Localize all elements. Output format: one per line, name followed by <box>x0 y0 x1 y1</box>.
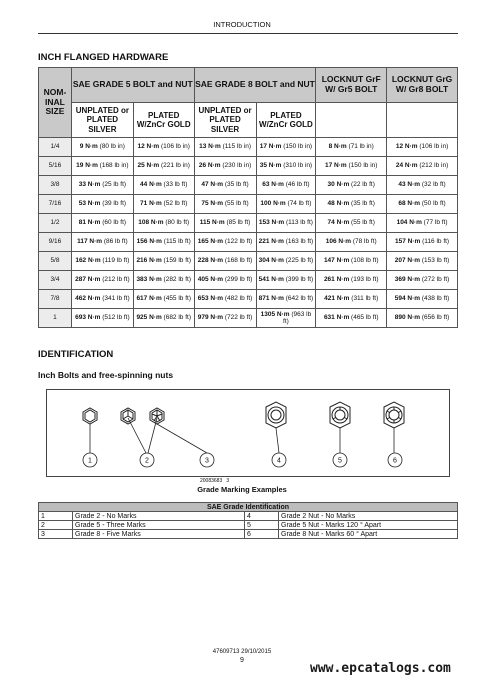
torque-cell <box>256 195 316 214</box>
torque-imperial: (116 lb ft) <box>420 238 450 246</box>
ident-number: 2 <box>39 521 73 530</box>
callout-6: 6 <box>393 457 397 465</box>
torque-cell <box>133 233 194 252</box>
table-row <box>39 233 458 252</box>
torque-cell <box>71 138 133 157</box>
ident-label: Grade 2 Nut - No Marks <box>279 512 458 521</box>
torque-nm: 157 N·m <box>395 238 421 246</box>
torque-imperial: (299 lb ft) <box>223 276 253 284</box>
torque-imperial: (106 lb in) <box>417 143 449 151</box>
torque-cell <box>387 290 458 309</box>
header-blank-2 <box>387 103 458 138</box>
torque-imperial: (642 lb ft) <box>283 295 314 303</box>
torque-imperial: (168 lb in) <box>97 162 129 170</box>
torque-cell <box>316 252 387 271</box>
torque-nm: 871 N·m <box>258 295 284 303</box>
torque-nm: 207 N·m <box>394 257 421 265</box>
torque-nm: 12 N·m <box>395 143 418 151</box>
torque-imperial: (78 lb ft) <box>351 238 377 246</box>
ident-number: 4 <box>245 512 279 521</box>
torque-imperial: (32 lb ft) <box>420 181 446 189</box>
header-divider <box>38 33 458 34</box>
torque-cell <box>316 138 387 157</box>
torque-nm: 47 N·m <box>201 181 224 189</box>
ident-number: 3 <box>39 530 73 539</box>
table-row <box>39 290 458 309</box>
torque-cell <box>194 157 256 176</box>
torque-cell <box>194 214 256 233</box>
torque-cell <box>194 138 256 157</box>
torque-cell <box>71 271 133 290</box>
torque-imperial: (722 lb ft) <box>223 314 253 322</box>
torque-cell <box>194 233 256 252</box>
header-g8-unplated: UNPLATED or PLATED SILVER <box>194 103 256 138</box>
callout-2: 2 <box>145 457 149 465</box>
torque-nm: 653 N·m <box>197 295 224 303</box>
torque-nm: 156 N·m <box>136 238 162 246</box>
torque-imperial: (85 lb ft) <box>224 219 251 227</box>
torque-imperial: (512 lb ft) <box>100 314 130 322</box>
torque-cell <box>387 214 458 233</box>
torque-cell <box>387 252 458 271</box>
torque-nm: 617 N·m <box>136 295 162 303</box>
torque-nm: 81 N·m <box>78 219 101 227</box>
torque-nm: 108 N·m <box>138 219 164 227</box>
nominal-size-cell: 3/4 <box>39 271 72 290</box>
torque-nm: 541 N·m <box>258 276 284 284</box>
torque-imperial: (50 lb ft) <box>420 200 446 208</box>
torque-imperial: (212 lb in) <box>417 162 449 170</box>
torque-imperial: (168 lb ft) <box>223 257 253 265</box>
figure-code <box>200 478 229 484</box>
ident-number: 6 <box>245 530 279 539</box>
torque-nm: 17 N·m <box>325 162 347 170</box>
torque-nm: 33 N·m <box>78 181 101 189</box>
torque-imperial: (86 lb ft) <box>102 238 128 246</box>
ident-label: Grade 8 - Five Marks <box>73 530 245 539</box>
torque-cell <box>133 195 194 214</box>
nut-grade5 <box>330 402 350 428</box>
torque-cell <box>256 176 316 195</box>
torque-cell <box>71 252 133 271</box>
table-row <box>39 176 458 195</box>
bolt-head-grade8 <box>150 408 164 424</box>
torque-nm: 221 N·m <box>258 238 284 246</box>
torque-nm: 405 N·m <box>197 276 224 284</box>
nominal-size-cell: 7/16 <box>39 195 72 214</box>
footer-document-code: 47609713 29/10/2015 <box>212 649 272 655</box>
torque-imperial: (311 lb ft) <box>349 295 379 303</box>
torque-cell <box>194 176 256 195</box>
torque-imperial: (963 lb ft) <box>283 310 312 325</box>
torque-cell <box>71 195 133 214</box>
page-header: INTRODUCTION <box>213 20 271 29</box>
torque-nm: 44 N·m <box>140 181 162 189</box>
torque-imperial: (108 lb ft) <box>349 257 379 265</box>
torque-imperial: (682 lb ft) <box>161 314 191 322</box>
torque-imperial: (150 lb in) <box>281 143 313 151</box>
torque-cell <box>256 157 316 176</box>
torque-nm: 25 N·m <box>137 162 160 170</box>
torque-nm: 12 N·m <box>137 143 160 151</box>
torque-nm: 71 N·m <box>140 200 162 208</box>
torque-cell <box>316 309 387 328</box>
torque-nm: 9 N·m <box>79 143 98 151</box>
torque-nm: 30 N·m <box>327 181 350 189</box>
callout-1: 1 <box>88 457 92 465</box>
torque-imperial: (39 lb ft) <box>100 200 127 208</box>
torque-nm: 462 N·m <box>75 295 101 303</box>
torque-cell <box>316 157 387 176</box>
table-row <box>39 138 458 157</box>
torque-nm: 104 N·m <box>396 219 422 227</box>
torque-imperial: (482 lb ft) <box>223 295 253 303</box>
torque-imperial: (119 lb ft) <box>100 257 130 265</box>
torque-imperial: (35 lb ft) <box>349 200 375 208</box>
ident-row <box>39 521 458 530</box>
header-grade8: SAE GRADE 8 BOLT and NUT <box>194 68 316 103</box>
torque-cell <box>194 252 256 271</box>
torque-cell <box>133 290 194 309</box>
torque-cell <box>133 309 194 328</box>
torque-nm: 216 N·m <box>136 257 162 265</box>
torque-nm: 287 N·m <box>75 276 101 284</box>
torque-nm: 153 N·m <box>258 219 285 227</box>
table-row <box>39 214 458 233</box>
torque-cell <box>194 290 256 309</box>
torque-imperial: (35 lb ft) <box>223 181 249 189</box>
torque-imperial: (80 lb in) <box>97 143 125 151</box>
torque-nm: 43 N·m <box>398 181 421 189</box>
torque-nm: 693 N·m <box>75 314 101 322</box>
torque-imperial: (52 lb ft) <box>161 200 188 208</box>
torque-imperial: (22 lb ft) <box>349 181 375 189</box>
torque-nm: 13 N·m <box>199 143 221 151</box>
torque-cell <box>387 233 458 252</box>
torque-nm: 631 N·m <box>323 314 350 322</box>
torque-nm: 304 N·m <box>258 257 284 265</box>
table-row <box>39 271 458 290</box>
callout-5: 5 <box>338 457 342 465</box>
header-locknut-gr8: LOCKNUT GrG W/ Gr8 BOLT <box>387 68 458 103</box>
ident-label: Grade 5 Nut - Marks 120 ° Apart <box>279 521 458 530</box>
ident-row <box>39 530 458 539</box>
torque-imperial: (212 lb ft) <box>100 276 130 284</box>
header-grade5: SAE GRADE 5 BOLT and NUT <box>71 68 194 103</box>
torque-imperial: (115 lb in) <box>220 143 252 151</box>
torque-imperial: (225 lb ft) <box>283 257 314 265</box>
torque-nm: 24 N·m <box>395 162 418 170</box>
callout-circles <box>83 453 402 467</box>
nominal-size-cell: 1/4 <box>39 138 72 157</box>
torque-imperial: (455 lb ft) <box>161 295 191 303</box>
torque-nm: 48 N·m <box>327 200 350 208</box>
torque-cell <box>316 214 387 233</box>
torque-cell <box>256 138 316 157</box>
nominal-size-cell: 5/8 <box>39 252 72 271</box>
nut-grade8 <box>384 402 404 428</box>
ident-number: 5 <box>245 521 279 530</box>
torque-cell <box>133 176 194 195</box>
torque-imperial: (46 lb ft) <box>283 181 310 189</box>
header-blank-1 <box>316 103 387 138</box>
table-row <box>39 157 458 176</box>
torque-imperial: (656 lb ft) <box>420 314 450 322</box>
header-nominal-size: NOM- INAL SIZE <box>39 68 72 138</box>
torque-imperial: (438 lb ft) <box>420 295 450 303</box>
torque-imperial: (150 lb in) <box>346 162 378 170</box>
torque-nm: 117 N·m <box>77 238 103 246</box>
torque-nm: 75 N·m <box>201 200 224 208</box>
torque-imperial: (310 lb in) <box>281 162 313 170</box>
torque-nm: 228 N·m <box>197 257 224 265</box>
torque-imperial: (399 lb ft) <box>283 276 314 284</box>
torque-cell <box>256 309 316 328</box>
torque-nm: 421 N·m <box>324 295 350 303</box>
subsection-title: Inch Bolts and free-spinning nuts <box>38 370 174 380</box>
torque-cell <box>256 214 316 233</box>
torque-nm: 890 N·m <box>394 314 421 322</box>
torque-nm: 162 N·m <box>75 257 101 265</box>
torque-nm: 68 N·m <box>398 200 421 208</box>
torque-nm: 1305 N·m <box>260 310 290 318</box>
torque-nm: 106 N·m <box>325 238 352 246</box>
torque-nm: 74 N·m <box>327 219 350 227</box>
torque-nm: 165 N·m <box>197 238 224 246</box>
torque-cell <box>71 214 133 233</box>
torque-cell <box>387 309 458 328</box>
torque-cell <box>71 290 133 309</box>
nominal-size-cell: 5/16 <box>39 157 72 176</box>
nominal-size-cell: 3/8 <box>39 176 72 195</box>
torque-imperial: (272 lb ft) <box>420 276 450 284</box>
torque-nm: 979 N·m <box>197 314 224 322</box>
torque-cell <box>256 233 316 252</box>
nominal-size-cell: 1/2 <box>39 214 72 233</box>
torque-nm: 26 N·m <box>198 162 221 170</box>
section-title-identification: IDENTIFICATION <box>38 349 114 360</box>
ident-label: Grade 8 Nut - Marks 60 ° Apart <box>279 530 458 539</box>
header-g5-plated: PLATED W/ZnCr GOLD <box>133 103 194 138</box>
torque-cell <box>194 195 256 214</box>
callout-4: 4 <box>277 457 281 465</box>
table-row <box>39 195 458 214</box>
torque-imperial: (80 lb ft) <box>163 219 190 227</box>
header-locknut-gr5: LOCKNUT GrF W/ Gr5 BOLT <box>316 68 387 103</box>
nut-grade2 <box>266 402 286 428</box>
figure-caption: Grade Marking Examples <box>197 485 287 494</box>
torque-cell <box>387 176 458 195</box>
torque-cell <box>71 309 133 328</box>
torque-nm: 594 N·m <box>394 295 421 303</box>
bolt-head-grade2 <box>83 408 97 424</box>
torque-cell <box>387 157 458 176</box>
torque-cell <box>316 271 387 290</box>
torque-imperial: (163 lb ft) <box>283 238 314 246</box>
ident-number: 1 <box>39 512 73 521</box>
header-g8-plated: PLATED W/ZnCr GOLD <box>256 103 316 138</box>
torque-cell <box>316 176 387 195</box>
torque-imperial: (193 lb ft) <box>349 276 379 284</box>
ident-row <box>39 512 458 521</box>
torque-imperial: (55 lb ft) <box>349 219 375 227</box>
torque-imperial: (55 lb ft) <box>223 200 249 208</box>
section-title-inch-flanged: INCH FLANGED HARDWARE <box>38 52 169 63</box>
nominal-size-cell: 1 <box>39 309 72 328</box>
sae-grade-identification-table <box>38 502 458 539</box>
torque-nm: 147 N·m <box>323 257 350 265</box>
torque-cell <box>316 195 387 214</box>
torque-nm: 925 N·m <box>136 314 162 322</box>
torque-imperial: (221 lb in) <box>159 162 190 170</box>
torque-nm: 383 N·m <box>136 276 162 284</box>
torque-imperial: (113 lb ft) <box>284 219 313 227</box>
table-row <box>39 252 458 271</box>
torque-cell <box>133 252 194 271</box>
torque-imperial: (282 lb ft) <box>161 276 191 284</box>
figure-code-text: 20083683 <box>200 478 223 484</box>
callout-3: 3 <box>205 457 209 465</box>
torque-cell <box>387 195 458 214</box>
torque-imperial: (74 lb ft) <box>285 200 312 208</box>
header-g5-unplated: UNPLATED or PLATED SILVER <box>71 103 133 138</box>
torque-imperial: (25 lb ft) <box>100 181 127 189</box>
torque-cell <box>256 252 316 271</box>
torque-cell <box>256 271 316 290</box>
torque-cell <box>387 271 458 290</box>
nominal-size-cell: 7/8 <box>39 290 72 309</box>
torque-cell <box>71 176 133 195</box>
torque-cell <box>194 309 256 328</box>
torque-cell <box>387 138 458 157</box>
torque-nm: 369 N·m <box>394 276 421 284</box>
torque-cell <box>71 233 133 252</box>
figure-number: 3 <box>226 478 230 484</box>
torque-cell <box>133 271 194 290</box>
torque-imperial: (77 lb ft) <box>421 219 448 227</box>
torque-cell <box>133 138 194 157</box>
torque-imperial: (230 lb in) <box>220 162 252 170</box>
footer-page-number: 9 <box>240 657 244 664</box>
torque-nm: 19 N·m <box>76 162 98 170</box>
torque-table <box>38 67 458 328</box>
torque-imperial: (71 lb in) <box>346 143 374 151</box>
torque-nm: 261 N·m <box>323 276 350 284</box>
torque-cell <box>316 290 387 309</box>
torque-imperial: (122 lb ft) <box>223 238 253 246</box>
torque-imperial: (341 lb ft) <box>100 295 130 303</box>
torque-cell <box>256 290 316 309</box>
torque-imperial: (465 lb ft) <box>349 314 379 322</box>
torque-nm: 115 N·m <box>199 219 225 227</box>
torque-imperial: (60 lb ft) <box>100 219 127 227</box>
bolt-head-grade5 <box>121 408 135 424</box>
watermark-url: www.epcatalogs.com <box>310 661 451 676</box>
torque-nm: 35 N·m <box>259 162 282 170</box>
table-row <box>39 309 458 328</box>
torque-nm: 17 N·m <box>259 143 282 151</box>
torque-cell <box>194 271 256 290</box>
torque-imperial: (106 lb in) <box>159 143 190 151</box>
torque-imperial: (115 lb ft) <box>161 238 191 246</box>
torque-imperial: (153 lb ft) <box>420 257 450 265</box>
torque-imperial: (159 lb ft) <box>161 257 191 265</box>
torque-imperial: (33 lb ft) <box>161 181 188 189</box>
grade-marking-diagram <box>46 389 450 477</box>
torque-nm: 63 N·m <box>262 181 284 189</box>
nominal-size-cell: 9/16 <box>39 233 72 252</box>
torque-nm: 100 N·m <box>260 200 286 208</box>
ident-label: Grade 5 - Three Marks <box>73 521 245 530</box>
torque-cell <box>71 157 133 176</box>
ident-table-title: SAE Grade Identification <box>39 503 458 512</box>
torque-cell <box>133 214 194 233</box>
torque-nm: 8 N·m <box>328 143 347 151</box>
torque-cell <box>133 157 194 176</box>
torque-cell <box>316 233 387 252</box>
torque-nm: 53 N·m <box>78 200 101 208</box>
ident-label: Grade 2 - No Marks <box>73 512 245 521</box>
